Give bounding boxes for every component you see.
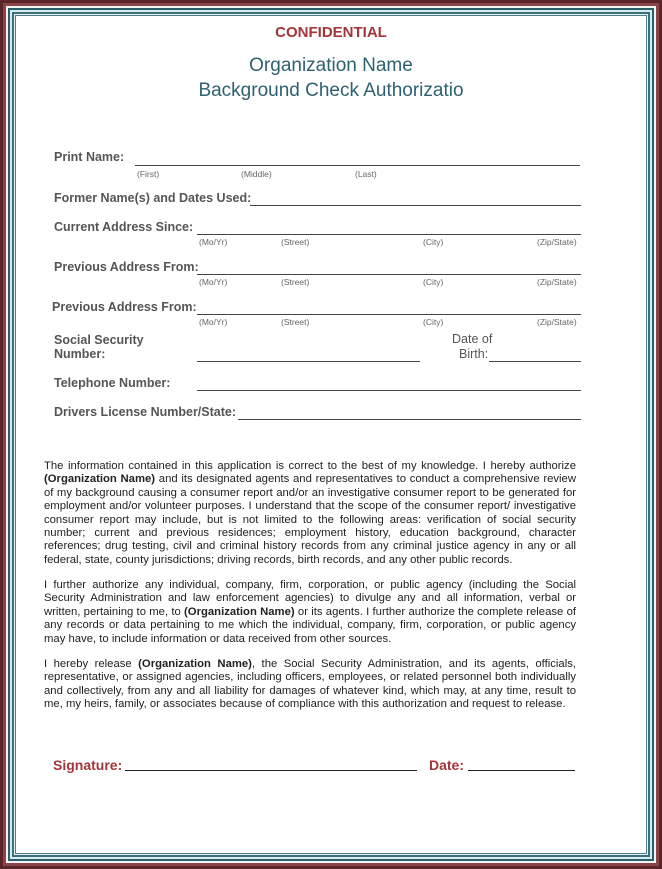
sublabel-first: (First) [137, 169, 160, 179]
sublabel-mo-yr: (Mo/Yr) [199, 277, 228, 287]
dob-label-line1: Date of [452, 332, 493, 346]
sublabel-zip-state: (Zip/State) [537, 237, 577, 247]
sublabel-mo-yr: (Mo/Yr) [199, 237, 228, 247]
dob-label-line2: Birth: [459, 347, 489, 361]
current-address-label: Current Address Since: [54, 220, 194, 234]
drivers-license-label: Drivers License Number/State: [54, 405, 237, 419]
signature-label: Signature: [53, 757, 123, 773]
previous-address-1-field[interactable] [197, 274, 581, 275]
sublabel-city: (City) [423, 237, 444, 247]
print-name-label: Print Name: [54, 150, 125, 164]
organization-name-bold: (Organization Name) [44, 473, 156, 486]
sublabel-zip-state: (Zip/State) [537, 277, 577, 287]
ssn-label-line2: Number: [54, 347, 106, 361]
sublabel-middle: (Middle) [241, 169, 272, 179]
sublabel-mo-yr: (Mo/Yr) [199, 317, 228, 327]
current-address-field[interactable] [197, 234, 581, 235]
former-names-field[interactable] [250, 205, 581, 206]
sublabel-last: (Last) [355, 169, 377, 179]
date-label: Date: [429, 757, 465, 773]
release-paragraph: I hereby release (Organization Name), the Social Security Administration, and its agents, officials, representative, or assigned agencies, including officers, employees, or related personnel both individually and collectively, from any and all liability for damages of whatever kind, which may, at any time, result to me, my heirs, family, or associates because of compliance with this authorization and request to release. [44, 658, 576, 711]
authorization-paragraph-2: I further authorize any individual, company, firm, corporation, or public agency (including the Social Security Administration and law enforcement agencies) to divulge any and all information, verbal or written, pertaining to me, to (Organization Name) or its agents. I further authorize the complete release of any records or data pertaining to me which the individual, company, firm, corporation, or public agency may have, to include information or data received from other sources. [44, 579, 576, 645]
document-title: Background Check Authorizatio [198, 80, 464, 101]
former-names-label: Former Name(s) and Dates Used: [54, 191, 252, 205]
authorization-paragraph-1: The information contained in this application is correct to the best of my knowledge. I hereby authorize (Organization Name) and its designated agents and representatives to conduct a comprehensive review of my background causing a consumer report and/or an investigative consumer report to be generated for employment and/or volunteer purposes. I understand that the scope of the consumer report/ investigative consumer report may include, but is not limited to the following areas: verification of social security number; current and previous residences; employment history, education background, character references; drug testing, civil and criminal history records from any criminal justice agency in any or all federal, state, county jurisdictions; driving records, birth records, and any other public records. [44, 460, 576, 566]
sublabel-street: (Street) [281, 317, 310, 327]
drivers-license-field[interactable] [238, 419, 581, 420]
telephone-label: Telephone Number: [54, 376, 171, 390]
sublabel-street: (Street) [281, 237, 310, 247]
organization-name-bold: (Organization Name) [138, 658, 252, 670]
organization-name-bold: (Organization Name) [184, 605, 295, 618]
date-field[interactable] [468, 770, 575, 771]
sublabel-city: (City) [423, 317, 444, 327]
organization-name: Organization Name [249, 55, 413, 76]
sublabel-zip-state: (Zip/State) [537, 317, 577, 327]
confidential-heading: CONFIDENTIAL [275, 24, 387, 41]
print-name-field[interactable] [135, 165, 580, 166]
signature-field[interactable] [125, 770, 417, 771]
previous-address-1-label: Previous Address From: [54, 260, 199, 274]
ssn-label-line1: Social Security [54, 333, 144, 347]
previous-address-2-label: Previous Address From: [52, 300, 197, 314]
sublabel-street: (Street) [281, 277, 310, 287]
previous-address-2-field[interactable] [197, 314, 581, 315]
ssn-field[interactable] [197, 361, 420, 362]
telephone-field[interactable] [197, 390, 581, 391]
dob-field[interactable] [489, 361, 581, 362]
sublabel-city: (City) [423, 277, 444, 287]
